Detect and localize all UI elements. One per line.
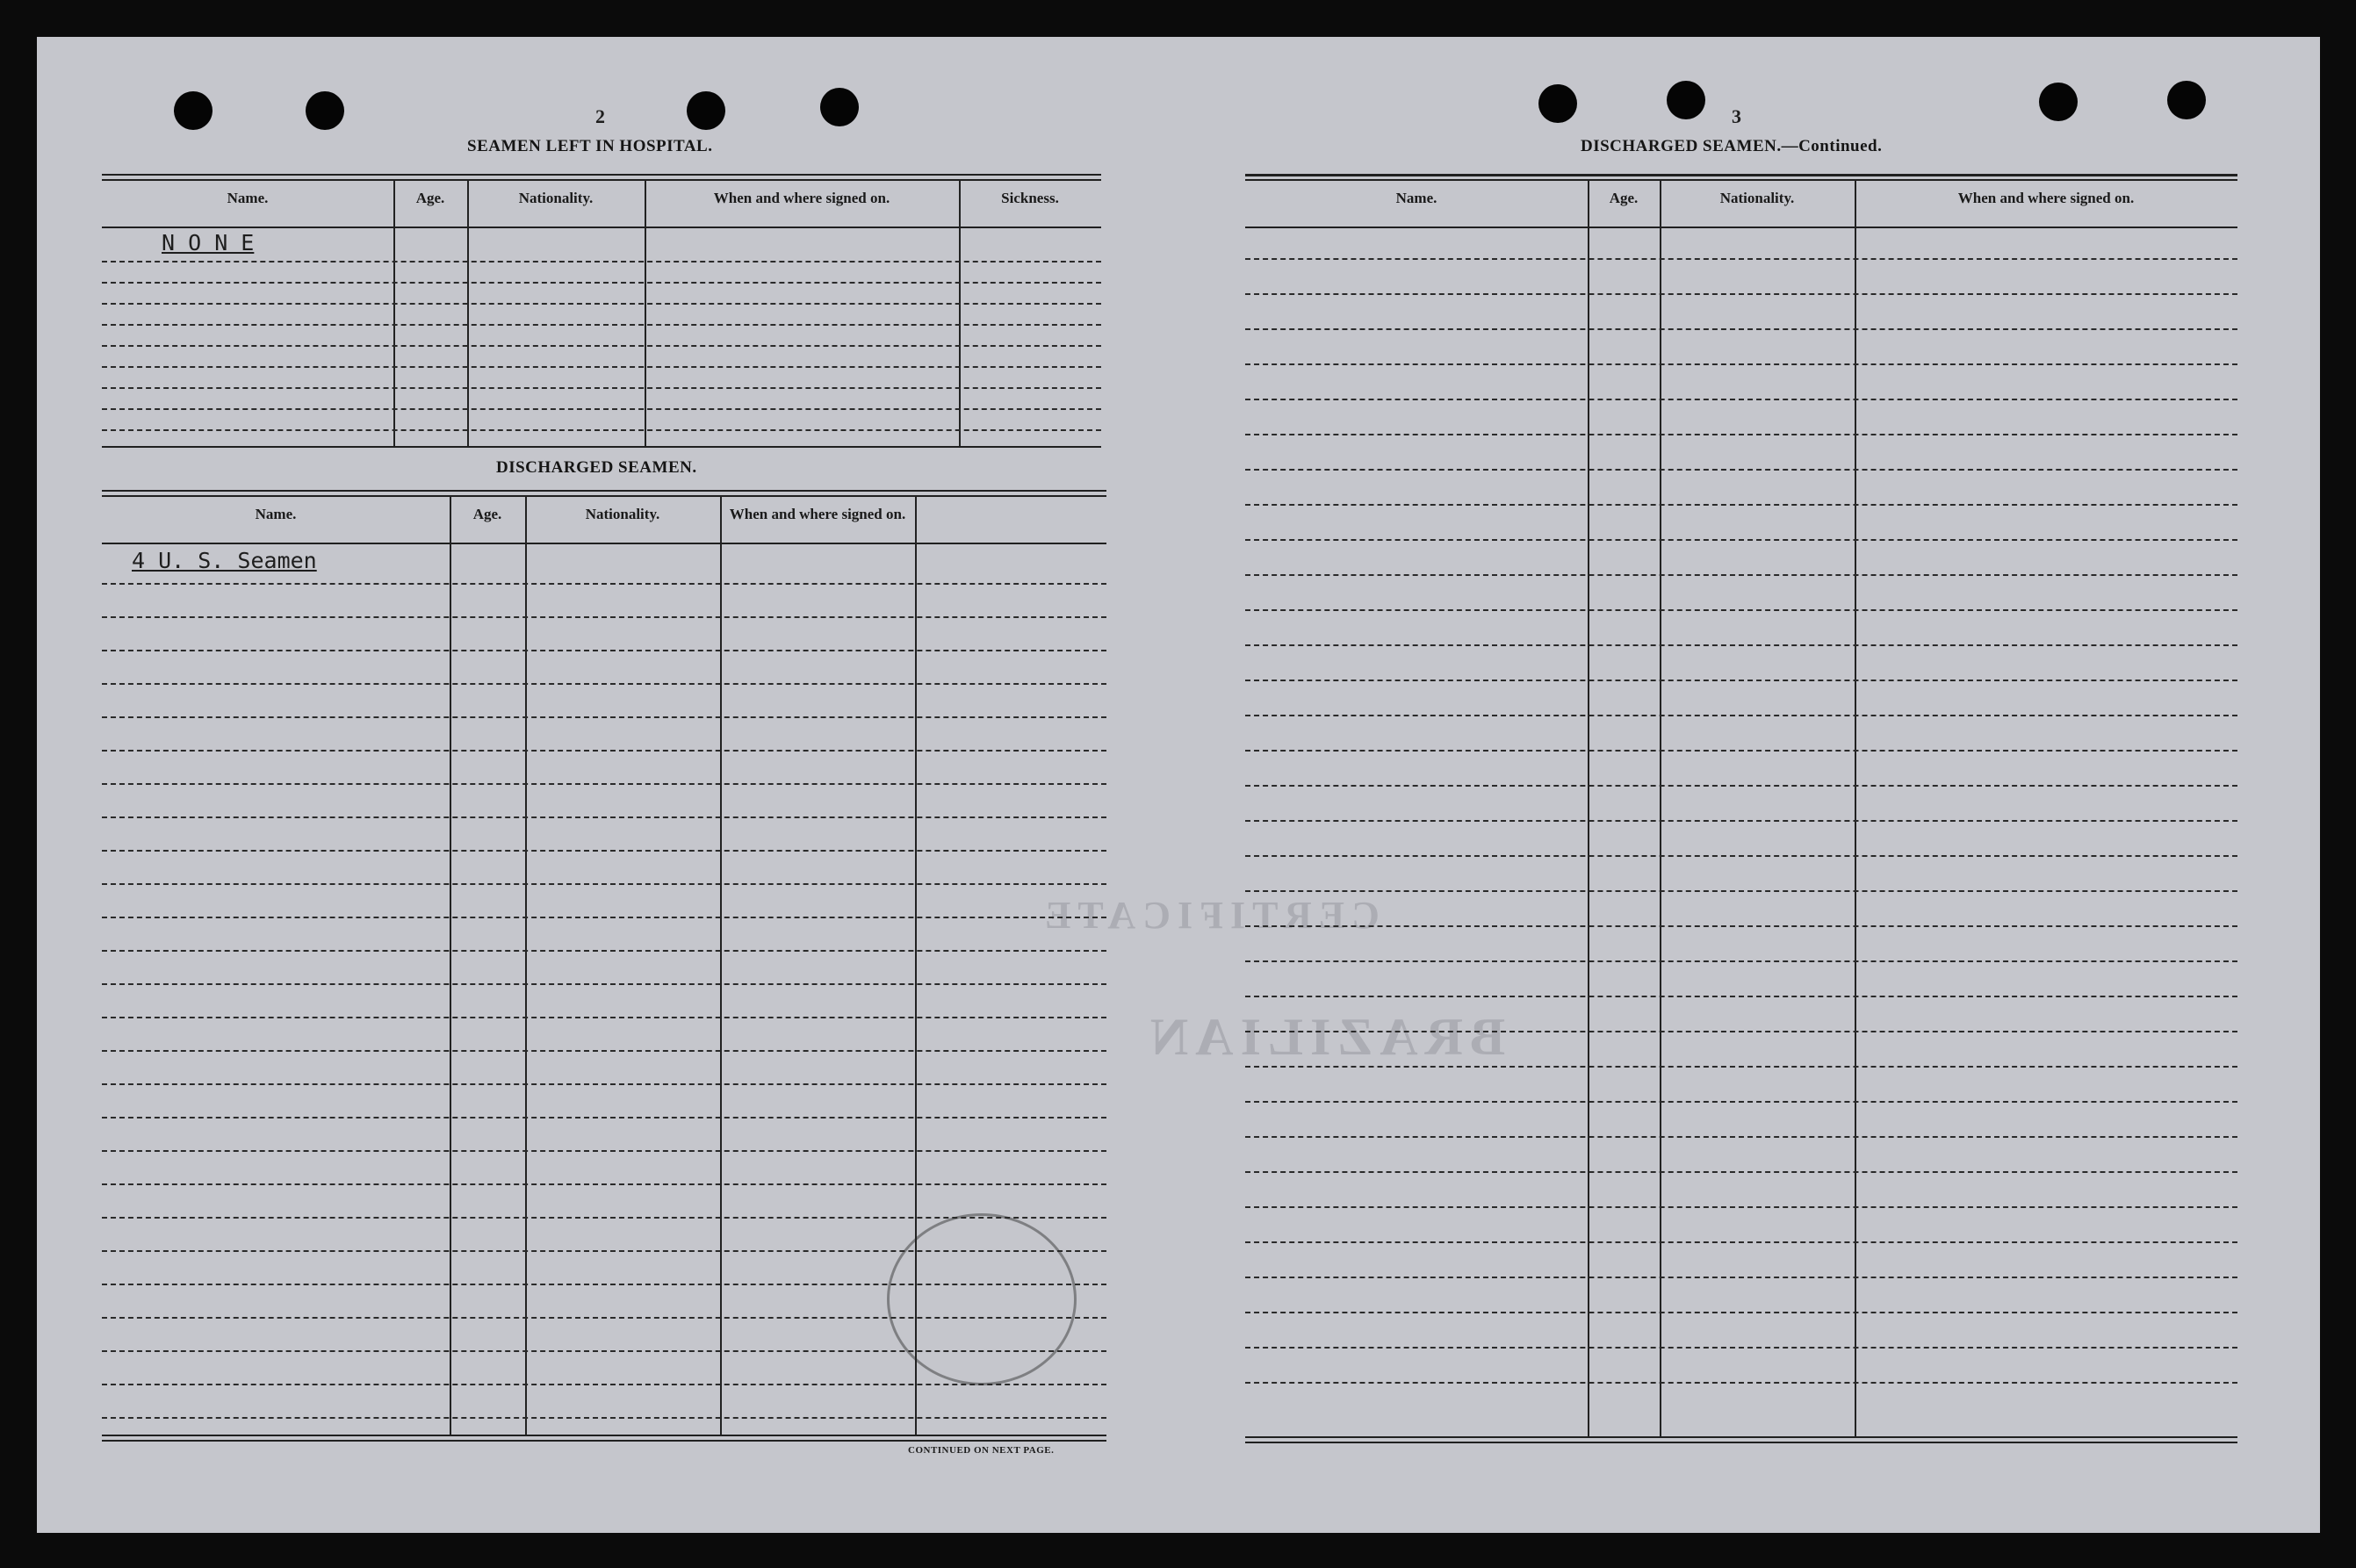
ruled-row	[102, 324, 1101, 326]
ruled-row	[102, 1284, 1106, 1285]
ruled-row	[1245, 1277, 2237, 1278]
discharged-entry-text: 4 U. S. Seamen	[132, 548, 317, 573]
ruled-row	[102, 345, 1101, 347]
column-header: Nationality.	[518, 190, 594, 206]
ruled-row	[1245, 1206, 2237, 1208]
ruled-row	[102, 1384, 1106, 1385]
ruled-row	[1245, 855, 2237, 857]
ruled-row	[102, 1350, 1106, 1352]
table-top-rule-inner	[1245, 179, 2237, 181]
table-bottom-rule-inner	[1245, 1442, 2237, 1443]
document-sheet	[37, 37, 2320, 1533]
ruled-row	[102, 583, 1106, 585]
ruled-row	[1245, 328, 2237, 330]
ruled-row	[1245, 469, 2237, 471]
punch-hole	[687, 91, 725, 130]
ruled-row	[102, 1083, 1106, 1085]
column-divider	[450, 495, 451, 1435]
continued-footer: CONTINUED ON NEXT PAGE.	[908, 1445, 1055, 1456]
ruled-row	[1245, 785, 2237, 787]
ruled-row	[102, 750, 1106, 752]
ruled-row	[102, 282, 1101, 284]
ruled-row	[102, 983, 1106, 985]
ruled-row	[1245, 925, 2237, 927]
ruled-row	[102, 850, 1106, 852]
table-header-rule	[102, 227, 1101, 228]
ruled-row	[102, 1150, 1106, 1152]
ruled-row	[1245, 1136, 2237, 1138]
ruled-row	[102, 1017, 1106, 1018]
ruled-row	[102, 1050, 1106, 1052]
table-top-rule-inner	[102, 495, 1106, 497]
punch-hole	[2039, 83, 2078, 121]
hospital-section-title: SEAMEN LEFT IN HOSPITAL.	[467, 137, 713, 155]
column-header: Age.	[415, 190, 445, 206]
ruled-row	[1245, 715, 2237, 716]
ruled-row	[1245, 820, 2237, 822]
ruled-row	[102, 1117, 1106, 1118]
page-number-right: 3	[1732, 105, 1741, 127]
ruled-row	[102, 783, 1106, 785]
show-through-text: CERTIFICATE	[1038, 894, 1380, 937]
ruled-row	[102, 950, 1106, 952]
ruled-row	[102, 650, 1106, 651]
ruled-row	[102, 1250, 1106, 1252]
ruled-row	[1245, 1066, 2237, 1068]
column-header: When and where signed on.	[729, 506, 906, 522]
ruled-row	[102, 1183, 1106, 1185]
punch-hole	[306, 91, 344, 130]
column-divider	[525, 495, 527, 1435]
column-header: Nationality.	[1719, 190, 1795, 206]
column-header: Name.	[227, 190, 269, 206]
ruled-row	[1245, 890, 2237, 892]
table-top-rule	[102, 490, 1106, 492]
column-header: Age.	[1609, 190, 1639, 206]
ruled-row	[1245, 1382, 2237, 1384]
punch-hole	[1538, 84, 1577, 123]
ruled-row	[1245, 574, 2237, 576]
ruled-row	[102, 366, 1101, 368]
ruled-row	[1245, 1031, 2237, 1032]
ruled-row	[1245, 680, 2237, 681]
column-header: Name.	[1395, 190, 1437, 206]
ruled-row	[102, 616, 1106, 618]
table-header-rule	[102, 543, 1106, 544]
table-bottom-rule	[102, 1435, 1106, 1436]
ruled-row	[102, 1317, 1106, 1319]
ruled-row	[1245, 1101, 2237, 1103]
column-divider	[1660, 179, 1661, 1436]
column-header: Nationality.	[585, 506, 660, 522]
ruled-row	[102, 716, 1106, 718]
ruled-row	[1245, 1347, 2237, 1349]
table-top-rule-inner	[102, 179, 1101, 181]
ruled-row	[102, 1217, 1106, 1219]
ruled-row	[1245, 996, 2237, 997]
ruled-row	[102, 816, 1106, 818]
table-top-rule	[102, 174, 1101, 176]
ruled-row	[102, 408, 1101, 410]
ruled-row	[1245, 539, 2237, 541]
ruled-row	[1245, 399, 2237, 400]
page-number-left: 2	[595, 105, 605, 127]
discharged-continued-title: DISCHARGED SEAMEN.—Continued.	[1581, 137, 1883, 155]
ruled-row	[1245, 644, 2237, 646]
ruled-row	[102, 683, 1106, 685]
column-header: Age.	[472, 506, 502, 522]
column-divider	[1855, 179, 1856, 1436]
column-divider	[720, 495, 722, 1435]
ruled-row	[1245, 609, 2237, 611]
ruled-row	[102, 883, 1106, 885]
punch-hole	[820, 88, 859, 126]
table-top-rule	[1245, 174, 2237, 176]
table-bottom-rule-inner	[102, 1440, 1106, 1442]
ruled-row	[1245, 293, 2237, 295]
punch-hole	[2167, 81, 2206, 119]
ruled-row	[1245, 750, 2237, 752]
column-header: Name.	[255, 506, 297, 522]
show-through-text: BRAZILIAN	[1143, 1008, 1506, 1066]
ruled-row	[1245, 504, 2237, 506]
ruled-row	[1245, 1312, 2237, 1313]
ruled-row	[102, 387, 1101, 389]
ruled-row	[1245, 363, 2237, 365]
ruled-row	[102, 429, 1101, 431]
column-divider	[1588, 179, 1589, 1436]
column-header: Sickness.	[1001, 190, 1059, 206]
ruled-row	[1245, 258, 2237, 260]
discharged-section-title: DISCHARGED SEAMEN.	[496, 458, 697, 477]
hospital-table-bottom-rule	[102, 446, 1101, 448]
column-header: When and where signed on.	[713, 190, 890, 206]
ruled-row	[102, 261, 1101, 263]
ruled-row	[102, 1417, 1106, 1419]
punch-hole	[174, 91, 213, 130]
table-header-rule	[1245, 227, 2237, 228]
ruled-row	[1245, 434, 2237, 435]
hospital-entry-text: N O N E	[162, 230, 255, 255]
punch-hole	[1667, 81, 1705, 119]
ruled-row	[102, 303, 1101, 305]
ruled-row	[102, 917, 1106, 918]
column-header: When and where signed on.	[1957, 190, 2135, 206]
column-divider	[915, 495, 917, 1435]
ruled-row	[1245, 1241, 2237, 1243]
ruled-row	[1245, 960, 2237, 962]
table-bottom-rule	[1245, 1436, 2237, 1438]
ruled-row	[1245, 1171, 2237, 1173]
